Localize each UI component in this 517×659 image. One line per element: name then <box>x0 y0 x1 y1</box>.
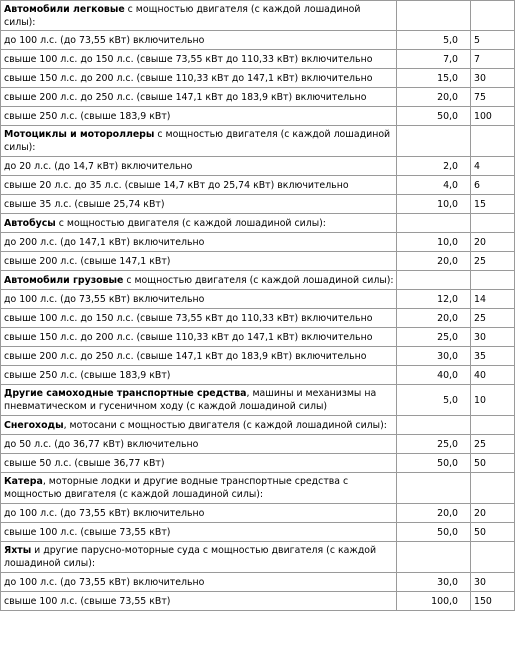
row-description: свыше 100 л.с. до 150 л.с. (свыше 73,55 кВт до 110,33 кВт) включительно <box>1 309 397 328</box>
rate-value-1: 25,0 <box>397 328 471 347</box>
rate-value-2 <box>471 1 515 31</box>
row-description: свыше 150 л.с. до 200 л.с. (свыше 110,33 кВт до 147,1 кВт) включительно <box>1 328 397 347</box>
table-row <box>1 592 515 611</box>
row-description: свыше 35 л.с. (свыше 25,74 кВт) <box>1 195 397 214</box>
tax-rate-table-body <box>1 1 515 611</box>
rate-value-2: 5 <box>471 31 515 50</box>
rate-value-2 <box>471 542 515 573</box>
category-title: Автобусы <box>4 217 56 229</box>
rate-value-1: 25,0 <box>397 435 471 454</box>
category-subtitle: с мощностью двигателя (с каждой лошадиной силы): <box>55 217 326 229</box>
rate-value-2: 14 <box>471 290 515 309</box>
table-row <box>1 50 515 69</box>
category-description <box>1 126 397 157</box>
category-subtitle: , машины и механизмы на пневматическом и гусеничном ходу (с каждой лошадиной силы) <box>4 388 377 412</box>
category-description <box>1 1 397 31</box>
rate-value-2 <box>471 126 515 157</box>
rate-value-1: 4,0 <box>397 176 471 195</box>
rate-value-1: 30,0 <box>397 573 471 592</box>
row-description: свыше 100 л.с. (свыше 73,55 кВт) <box>1 523 397 542</box>
rate-value-2: 6 <box>471 176 515 195</box>
row-description: до 100 л.с. (до 73,55 кВт) включительно <box>1 31 397 50</box>
category-title: Автомобили грузовые <box>4 274 124 286</box>
category-row <box>1 473 515 504</box>
table-row <box>1 347 515 366</box>
table-row <box>1 573 515 592</box>
row-description: свыше 50 л.с. (свыше 36,77 кВт) <box>1 454 397 473</box>
category-title: Автомобили легковые <box>4 3 125 15</box>
rate-value-2: 50 <box>471 454 515 473</box>
rate-value-1: 10,0 <box>397 195 471 214</box>
category-row <box>1 271 515 290</box>
rate-value-2: 25 <box>471 309 515 328</box>
category-row <box>1 126 515 157</box>
rate-value-1: 50,0 <box>397 523 471 542</box>
rate-value-2: 30 <box>471 328 515 347</box>
table-row <box>1 195 515 214</box>
row-description: до 20 л.с. (до 14,7 кВт) включительно <box>1 157 397 176</box>
rate-value-1 <box>397 542 471 573</box>
rate-value-2: 10 <box>471 385 515 416</box>
category-subtitle: , моторные лодки и другие водные транспортные средства с мощностью двигателя (с каждой лошадиной силы): <box>4 476 349 500</box>
row-description: свыше 200 л.с. до 250 л.с. (свыше 147,1 кВт до 183,9 кВт) включительно <box>1 347 397 366</box>
table-row <box>1 366 515 385</box>
table-row <box>1 523 515 542</box>
table-row <box>1 504 515 523</box>
table-row <box>1 309 515 328</box>
rate-value-2: 4 <box>471 157 515 176</box>
rate-value-1: 40,0 <box>397 366 471 385</box>
rate-value-2 <box>471 473 515 504</box>
category-description <box>1 385 397 416</box>
row-description: свыше 200 л.с. (свыше 147,1 кВт) <box>1 252 397 271</box>
category-description <box>1 271 397 290</box>
rate-value-2: 25 <box>471 252 515 271</box>
rate-value-2 <box>471 271 515 290</box>
category-row <box>1 1 515 31</box>
category-title: Другие самоходные транспортные средства <box>4 388 247 399</box>
rate-value-1: 12,0 <box>397 290 471 309</box>
rate-value-1: 20,0 <box>397 504 471 523</box>
row-description: свыше 150 л.с. до 200 л.с. (свыше 110,33 кВт до 147,1 кВт) включительно <box>1 69 397 88</box>
rate-value-1: 20,0 <box>397 309 471 328</box>
rate-value-1 <box>397 214 471 233</box>
rate-value-2: 15 <box>471 195 515 214</box>
category-row <box>1 542 515 573</box>
category-description <box>1 542 397 573</box>
category-title: Яхты <box>4 545 32 556</box>
table-row <box>1 328 515 347</box>
rate-value-2 <box>471 416 515 435</box>
rate-value-2: 100 <box>471 107 515 126</box>
table-row <box>1 176 515 195</box>
table-row <box>1 252 515 271</box>
row-description: свыше 250 л.с. (свыше 183,9 кВт) <box>1 107 397 126</box>
rate-value-2 <box>471 214 515 233</box>
row-description: свыше 250 л.с. (свыше 183,9 кВт) <box>1 366 397 385</box>
rate-value-1 <box>397 1 471 31</box>
category-subtitle: и другие парусно-моторные суда с мощностью двигателя (с каждой лошадиной силы): <box>4 545 377 569</box>
rate-value-1: 5,0 <box>397 385 471 416</box>
table-row <box>1 233 515 252</box>
table-row <box>1 88 515 107</box>
rate-value-2: 40 <box>471 366 515 385</box>
row-description: до 50 л.с. (до 36,77 кВт) включительно <box>1 435 397 454</box>
category-row <box>1 416 515 435</box>
rate-value-2: 35 <box>471 347 515 366</box>
rate-value-2: 20 <box>471 504 515 523</box>
rate-value-1: 7,0 <box>397 50 471 69</box>
row-description: свыше 100 л.с. (свыше 73,55 кВт) <box>1 592 397 611</box>
rate-value-1: 100,0 <box>397 592 471 611</box>
category-title: Катера <box>4 476 43 487</box>
table-row <box>1 435 515 454</box>
category-title: Мотоциклы и мотороллеры <box>4 129 155 140</box>
rate-value-2: 50 <box>471 523 515 542</box>
category-subtitle: с мощностью двигателя (с каждой лошадиной силы): <box>4 129 391 153</box>
row-description: до 200 л.с. (до 147,1 кВт) включительно <box>1 233 397 252</box>
table-row <box>1 107 515 126</box>
category-description <box>1 416 397 435</box>
row-description: свыше 100 л.с. до 150 л.с. (свыше 73,55 кВт до 110,33 кВт) включительно <box>1 50 397 69</box>
rate-value-1: 20,0 <box>397 88 471 107</box>
rate-value-1: 10,0 <box>397 233 471 252</box>
rate-value-2: 150 <box>471 592 515 611</box>
table-row <box>1 69 515 88</box>
rate-value-1: 5,0 <box>397 31 471 50</box>
table-row <box>1 290 515 309</box>
row-description: до 100 л.с. (до 73,55 кВт) включительно <box>1 573 397 592</box>
rate-value-1: 50,0 <box>397 454 471 473</box>
category-subtitle: с мощностью двигателя (с каждой лошадиной силы): <box>4 3 361 28</box>
rate-value-2: 30 <box>471 573 515 592</box>
rate-value-2: 20 <box>471 233 515 252</box>
rate-value-1: 50,0 <box>397 107 471 126</box>
row-description: свыше 20 л.с. до 35 л.с. (свыше 14,7 кВт до 25,74 кВт) включительно <box>1 176 397 195</box>
rate-value-2: 25 <box>471 435 515 454</box>
rate-value-1 <box>397 126 471 157</box>
rate-value-1: 15,0 <box>397 69 471 88</box>
rate-value-1: 30,0 <box>397 347 471 366</box>
category-title: Снегоходы <box>4 419 64 431</box>
rate-value-2: 75 <box>471 88 515 107</box>
category-row <box>1 214 515 233</box>
table-row <box>1 454 515 473</box>
rate-value-1: 2,0 <box>397 157 471 176</box>
table-row <box>1 31 515 50</box>
row-description: до 100 л.с. (до 73,55 кВт) включительно <box>1 504 397 523</box>
rate-value-1: 20,0 <box>397 252 471 271</box>
category-description <box>1 473 397 504</box>
category-subtitle: , мотосани с мощностью двигателя (с каждой лошадиной силы): <box>63 419 387 431</box>
rate-value-2: 30 <box>471 69 515 88</box>
category-subtitle: с мощностью двигателя (с каждой лошадиной силы): <box>123 274 394 286</box>
table-row <box>1 157 515 176</box>
rate-value-1 <box>397 416 471 435</box>
row-description: до 100 л.с. (до 73,55 кВт) включительно <box>1 290 397 309</box>
category-row <box>1 385 515 416</box>
category-description <box>1 214 397 233</box>
rate-value-1 <box>397 473 471 504</box>
rate-value-2: 7 <box>471 50 515 69</box>
row-description: свыше 200 л.с. до 250 л.с. (свыше 147,1 кВт до 183,9 кВт) включительно <box>1 88 397 107</box>
rate-value-1 <box>397 271 471 290</box>
